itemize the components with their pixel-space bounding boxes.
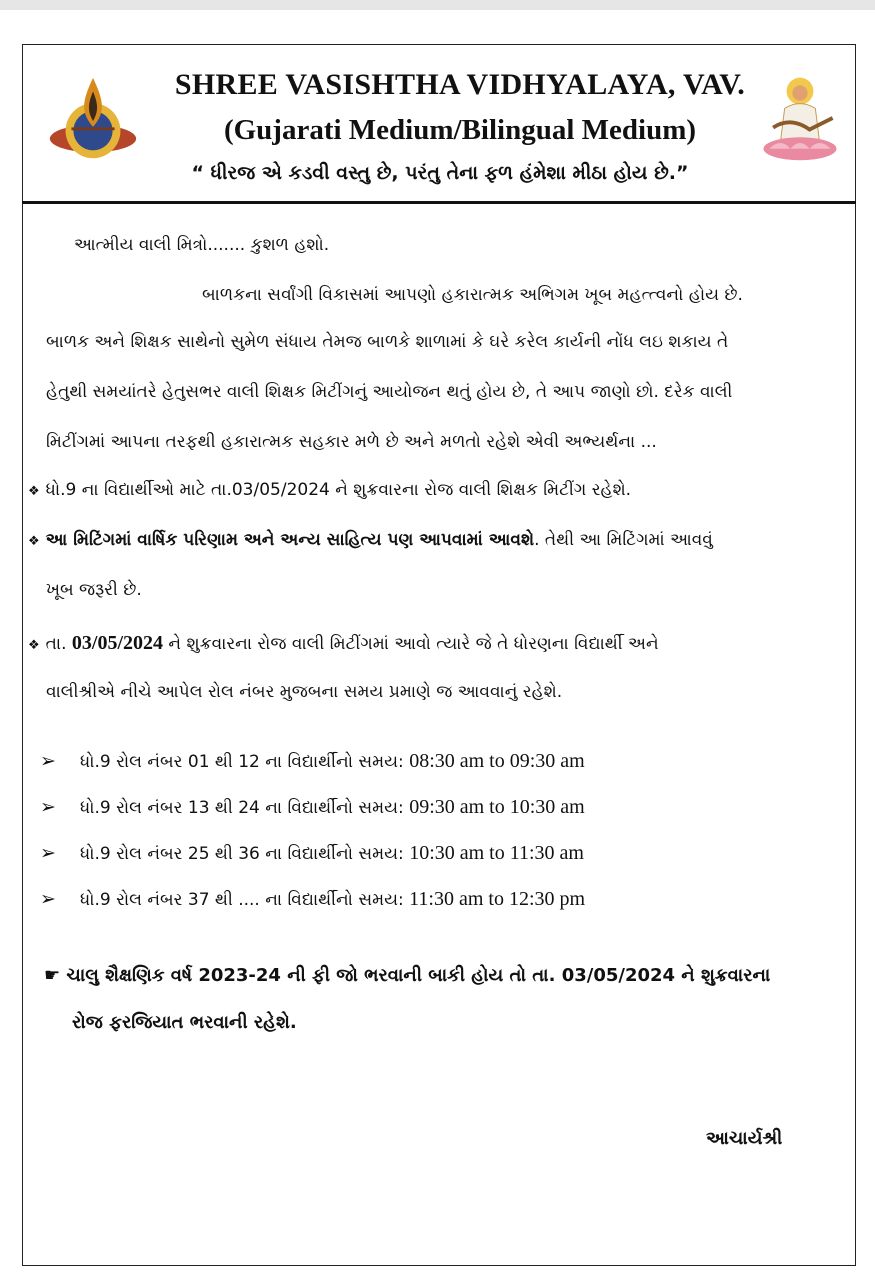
schedule-row-label: ધો.9 રોલ નંબર 01 થી 12 ના વિદ્યાર્થીનો સમય: bbox=[80, 752, 410, 772]
pointing-hand-icon: ☛ bbox=[44, 965, 61, 986]
schedule-row-time: 10:30 am to 11:30 am bbox=[409, 842, 584, 864]
fee-note-line-1 bbox=[44, 965, 770, 986]
arrow-bullet-icon: ➢ bbox=[40, 888, 56, 910]
intro-line-1: બાળકના સર્વાંગી વિકાસમાં આપણો હકારાત્મક અભિગમ ખૂબ મહત્ત્વનો હોય છે. bbox=[202, 285, 743, 305]
schedule-row-label: ધો.9 રોલ નંબર 37 થી .... ના વિદ્યાર્થીનો સમય: bbox=[80, 890, 410, 910]
schedule-row-3 bbox=[80, 842, 584, 865]
notice-sheet bbox=[0, 10, 875, 1280]
point-3-line-2: વાલીશ્રીએ નીચે આપેલ રોલ નંબર મુજબના સમય પ્રમાણે જ આવવાનું રહેશે. bbox=[46, 682, 563, 702]
header-divider bbox=[22, 201, 856, 204]
fee-note-text: ચાલુ શૈક્ષણિક વર્ષ 2023-24 ની ફી જો ભરવાની બાકી હોય તો તા. 03/05/2024 ને શુક્રવારના bbox=[66, 965, 771, 986]
point-3-date: 03/05/2024 bbox=[71, 632, 164, 654]
point-2 bbox=[28, 530, 713, 550]
top-bar bbox=[0, 0, 875, 10]
school-motto: “ ધીરજ એ કડવી વસ્તુ છે, પરંતુ તેના ફળ હંમેશા મીઠા હોય છે.” bbox=[191, 162, 689, 184]
point-3 bbox=[28, 632, 659, 655]
schedule-row-4 bbox=[80, 888, 585, 911]
arrow-bullet-icon: ➢ bbox=[40, 750, 56, 772]
point-3-pre: તા. bbox=[45, 634, 72, 654]
point-2-rest: . તેથી આ મિટિંગમાં આવવું bbox=[534, 530, 713, 550]
point-2-line-2: ખૂબ જરૂરી છે. bbox=[46, 580, 142, 600]
intro-line-2: બાળક અને શિક્ષક સાથેનો સુમેળ સંધાય તેમજ બાળકે શાળામાં કે ઘરે કરેલ કાર્યની નોંધ લઇ શકાય તે bbox=[46, 332, 729, 352]
schedule-row-time: 09:30 am to 10:30 am bbox=[409, 796, 585, 818]
schedule-row-label: ધો.9 રોલ નંબર 25 થી 36 ના વિદ્યાર્થીનો સમય: bbox=[80, 844, 410, 864]
intro-line-4: મિટીંગમાં આપના તરફથી હકારાત્મક સહકાર મળે છે અને મળતો રહેશે એવી અભ્યર્થના ... bbox=[46, 432, 657, 452]
point-1 bbox=[28, 480, 631, 500]
schedule-row-label: ધો.9 રોલ નંબર 13 થી 24 ના વિદ્યાર્થીનો સમય: bbox=[80, 798, 410, 818]
fee-note-line-2: રોજ ફરજિયાત ભરવાની રહેશે. bbox=[72, 1012, 297, 1033]
schedule-row-time: 08:30 am to 09:30 am bbox=[409, 750, 585, 772]
schedule-row-1 bbox=[80, 750, 585, 773]
schedule-row-time: 11:30 am to 12:30 pm bbox=[409, 888, 586, 910]
diamond-bullet-icon: ❖ bbox=[28, 534, 40, 549]
schedule-row-2 bbox=[80, 796, 585, 819]
arrow-bullet-icon: ➢ bbox=[40, 842, 56, 864]
school-medium: (Gujarati Medium/Bilingual Medium) bbox=[223, 114, 697, 146]
greeting: આત્મીય વાલી મિત્રો....... કુશળ હશો. bbox=[74, 235, 330, 255]
diamond-bullet-icon: ❖ bbox=[28, 484, 40, 499]
point-2-bold: આ મિટિંગમાં વાર્ષિક પરિણામ અને અન્ય સાહિત્ય પણ આપવામાં આવશે bbox=[45, 530, 535, 550]
point-3-rest: ને શુક્રવારના રોજ વાલી મિટીંગમાં આવો ત્યારે જે તે ધોરણના વિદ્યાર્થી અને bbox=[163, 634, 659, 654]
arrow-bullet-icon: ➢ bbox=[40, 796, 56, 818]
school-name: SHREE VASISHTHA VIDHYALAYA, VAV. bbox=[174, 68, 746, 101]
signature: આચાર્યશ્રી bbox=[706, 1128, 783, 1149]
point-1-text: ધો.9 ના વિદ્યાર્થીઓ માટે તા.03/05/2024 ને શુક્રવારના રોજ વાલી શિક્ષક મિટીંગ રહેશે. bbox=[45, 480, 632, 500]
intro-line-3: હેતુથી સમયાંતરે હેતુસભર વાલી શિક્ષક મિટીંગનું આયોજન થતું હોય છે, તે આપ જાણો છો. દરેક વાલી bbox=[46, 382, 733, 402]
school-logo-icon bbox=[44, 70, 142, 168]
diamond-bullet-icon: ❖ bbox=[28, 638, 40, 653]
page-border bbox=[22, 44, 856, 1266]
